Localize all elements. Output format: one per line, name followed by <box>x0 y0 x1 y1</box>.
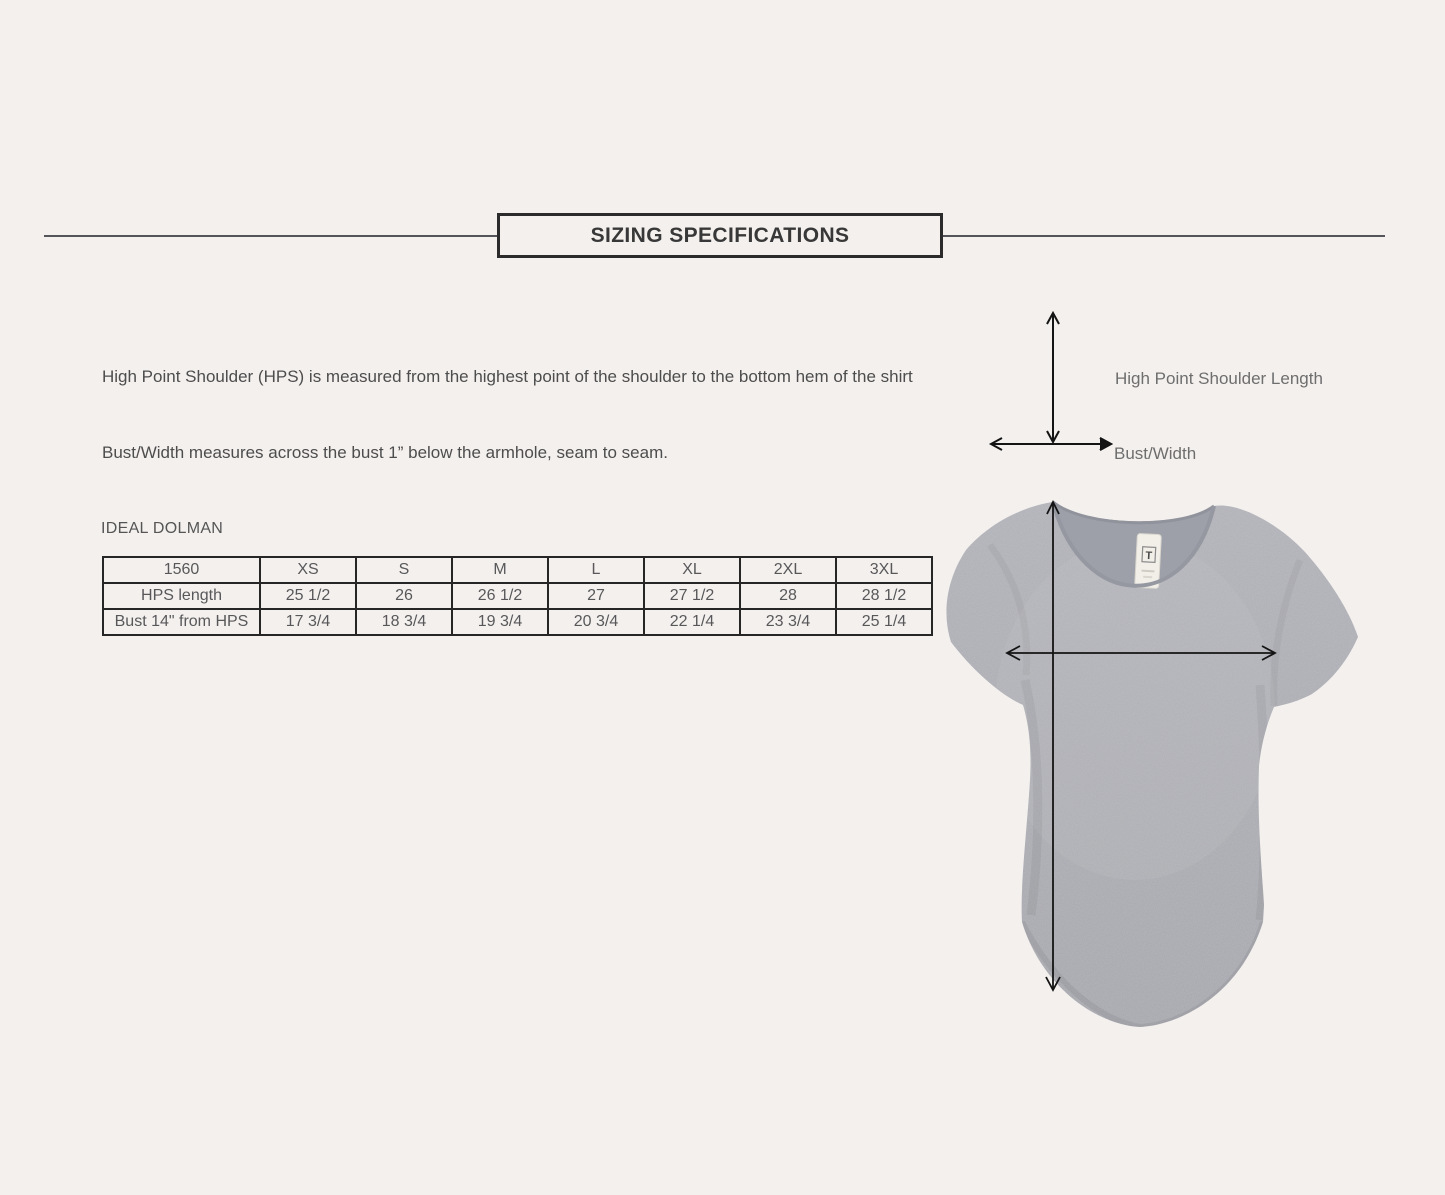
row-label-cell: HPS length <box>103 583 260 609</box>
measurement-cell: 19 3/4 <box>452 609 548 635</box>
tag-logo-letter: T <box>1145 549 1153 563</box>
hps-length-legend-label: High Point Shoulder Length <box>1115 369 1323 388</box>
size-column-header: XS <box>260 557 356 583</box>
measurement-cell: 26 <box>356 583 452 609</box>
hps-length-row <box>103 583 932 609</box>
section-title-box <box>497 213 943 258</box>
bust-width-row <box>103 609 932 635</box>
measurement-cell: 28 <box>740 583 836 609</box>
page-title: SIZING SPECIFICATIONS <box>590 223 850 247</box>
measurement-cell: 17 3/4 <box>260 609 356 635</box>
measurement-cell: 25 1/4 <box>836 609 932 635</box>
size-column-header: XL <box>644 557 740 583</box>
size-column-header: M <box>452 557 548 583</box>
tshirt-product-image <box>930 490 1390 1045</box>
size-column-header: 2XL <box>740 557 836 583</box>
measurement-cell: 25 1/2 <box>260 583 356 609</box>
size-column-header: L <box>548 557 644 583</box>
measurement-cell: 20 3/4 <box>548 609 644 635</box>
hps-length-arrow-icon <box>1047 313 1059 442</box>
measurement-cell: 22 1/4 <box>644 609 740 635</box>
size-table <box>102 556 933 636</box>
bust-description: Bust/Width measures across the bust 1” below the armhole, seam to seam. <box>102 443 668 462</box>
measurement-cell: 28 1/2 <box>836 583 932 609</box>
measurement-cell: 18 3/4 <box>356 609 452 635</box>
row-label-cell: Bust 14" from HPS <box>103 609 260 635</box>
size-column-header: S <box>356 557 452 583</box>
measurement-cell: 26 1/2 <box>452 583 548 609</box>
size-column-header: 3XL <box>836 557 932 583</box>
style-number-cell: 1560 <box>103 557 260 583</box>
size-table-header-row <box>103 557 932 583</box>
measurement-cell: 27 1/2 <box>644 583 740 609</box>
product-style-label: IDEAL DOLMAN <box>101 520 224 537</box>
measurement-cell: 27 <box>548 583 644 609</box>
bust-width-legend-label: Bust/Width <box>1114 444 1197 463</box>
measurement-cell: 23 3/4 <box>740 609 836 635</box>
hps-description: High Point Shoulder (HPS) is measured from the highest point of the shoulder to the bottom hem of the shirt <box>102 367 913 386</box>
